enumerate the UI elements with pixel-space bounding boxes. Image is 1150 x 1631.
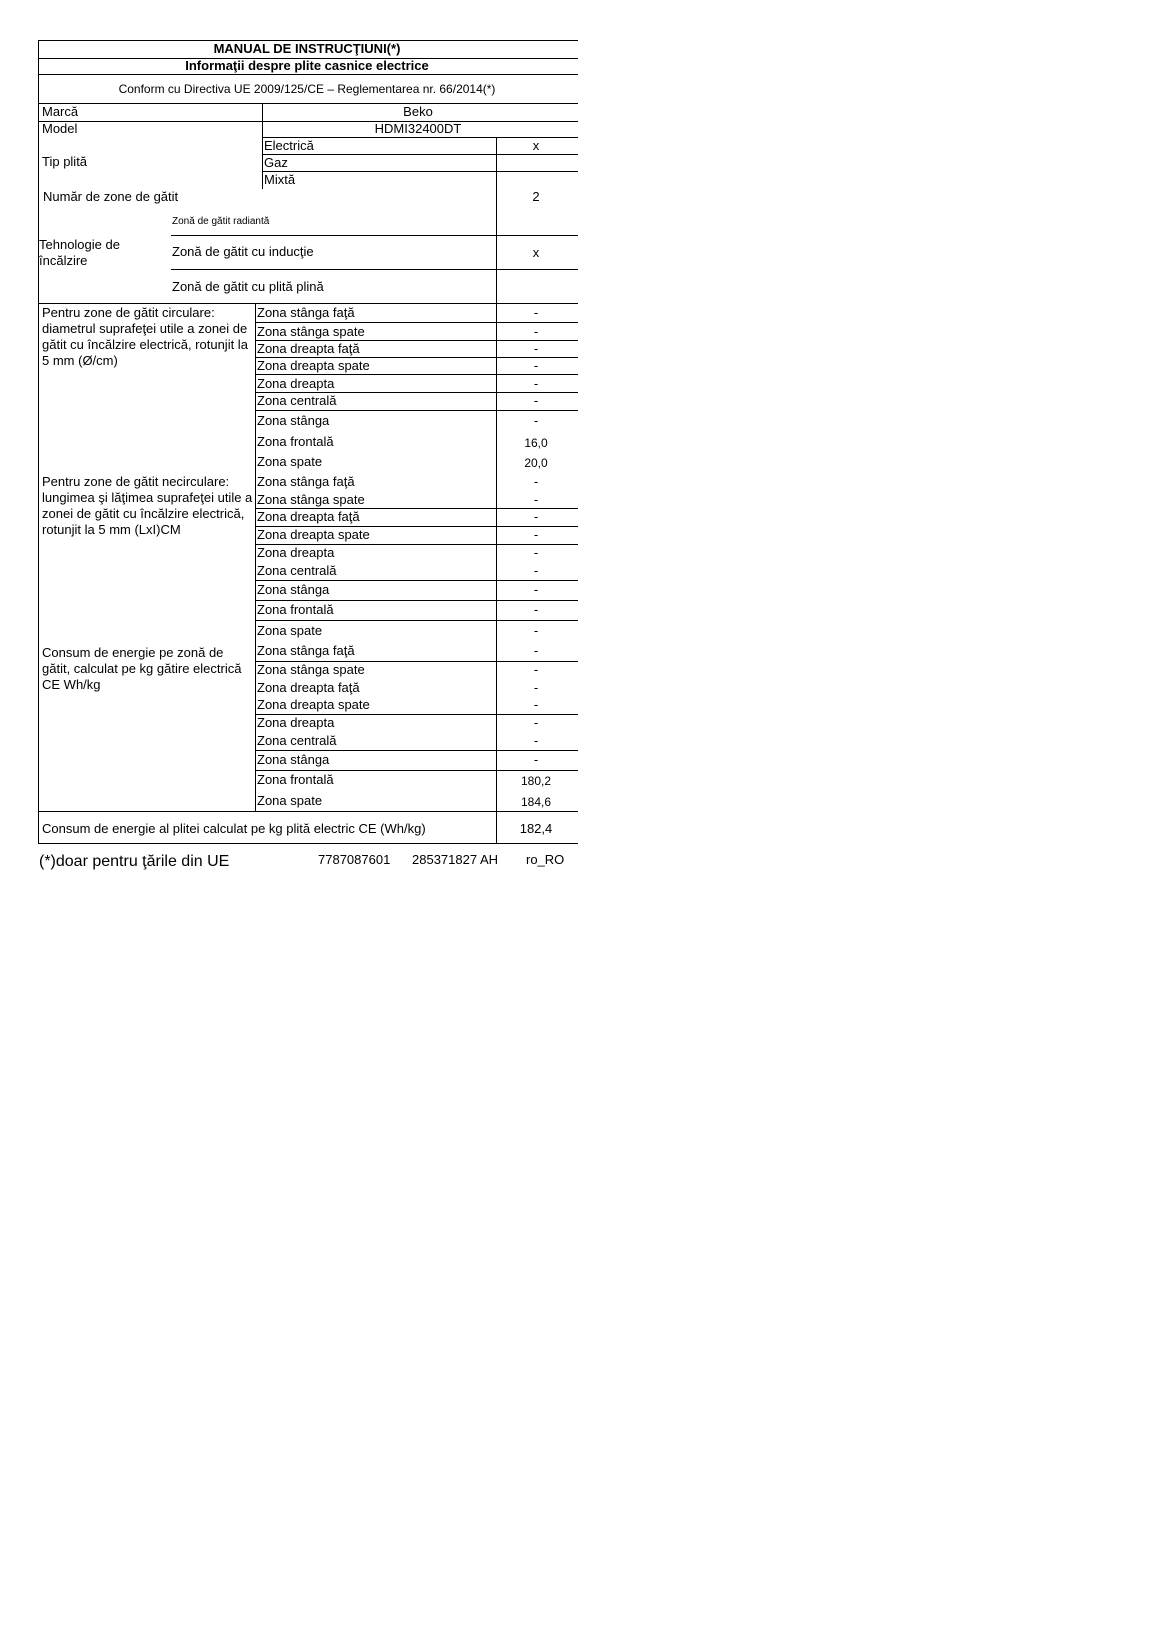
zone-label: Zona dreapta (257, 715, 335, 730)
zone-value: - (533, 474, 539, 489)
zone-label: Zona stânga spate (257, 662, 365, 677)
zone-label: Zona dreapta faţă (257, 341, 360, 356)
zone-label: Zona spate (257, 793, 323, 808)
zone-value: - (533, 527, 539, 542)
zone-label: Zona centrală (257, 563, 337, 578)
energy-total-value: 182,4 (519, 821, 553, 836)
zone-value: - (533, 545, 539, 560)
zone-value: - (533, 413, 539, 428)
zone-value: - (533, 733, 539, 748)
zone-value: 180,2 (520, 774, 552, 788)
zone-label: Zona dreapta (257, 545, 335, 560)
heating-tech-option-value: x (532, 245, 540, 260)
heating-tech-label: Tehnologie de încălzire (39, 237, 120, 268)
noncircular-section-label: Pentru zone de gătit necirculare: lungimea şi lăţimea suprafeţei utile a zonei de gătit cu încălzire electrică, rotunjit la 5 mm (LxI)CM (42, 474, 253, 537)
hob-type-option-label: Electrică (264, 138, 314, 153)
document-subtitle: Informaţii despre plite casnice electrice (185, 58, 429, 73)
zone-value: - (533, 563, 539, 578)
heating-tech-option-label: Zonă de gătit radiantă (172, 216, 270, 227)
heating-tech-option-label: Zonă de gătit cu inducţie (172, 244, 314, 259)
zone-value: - (533, 643, 539, 658)
zone-label: Zona centrală (257, 393, 337, 408)
zones-count-value: 2 (532, 189, 540, 204)
zone-label: Zona stânga (257, 752, 330, 767)
hob-type-option-label: Mixtă (264, 172, 296, 187)
brand-label: Marcă (42, 104, 79, 119)
zone-value: 184,6 (520, 795, 552, 809)
zone-value: - (533, 305, 539, 320)
zone-label: Zona stânga (257, 582, 330, 597)
circular-section-label: Pentru zone de gătit circulare: diametrul suprafeţei utile a zonei de gătit cu încălzire electrică, rotunjit la 5 mm (Ø/cm) (42, 305, 248, 368)
zone-label: Zona stânga faţă (257, 305, 355, 320)
zone-value: - (533, 393, 539, 408)
heating-tech-option-label: Zonă de gătit cu plită plină (172, 279, 324, 294)
zone-label: Zona dreapta faţă (257, 509, 360, 524)
zone-value: - (533, 509, 539, 524)
zone-value: 16,0 (524, 436, 548, 450)
zone-value: - (533, 582, 539, 597)
footer-note: (*)doar pentru ţările din UE (39, 853, 230, 870)
zone-value: - (533, 341, 539, 356)
zone-label: Zona spate (257, 454, 323, 469)
zone-label: Zona dreapta spate (257, 358, 370, 373)
zone-value: - (533, 602, 539, 617)
hob-type-option-value: x (532, 138, 540, 153)
footer-locale: ro_RO (526, 852, 565, 867)
zone-value: 20,0 (524, 456, 548, 470)
zone-label: Zona dreapta spate (257, 527, 370, 542)
zone-value: - (533, 358, 539, 373)
zone-value: - (533, 680, 539, 695)
document-title: MANUAL DE INSTRUCŢIUNI(*) (213, 41, 401, 56)
zone-label: Zona spate (257, 623, 323, 638)
zones-count-label: Număr de zone de gătit (43, 189, 179, 204)
zone-label: Zona dreapta faţă (257, 680, 360, 695)
zone-label: Zona stânga (257, 413, 330, 428)
energy-zone-section-label: Consum de energie pe zonă de gătit, calculat pe kg gătire electrică CE Wh/kg (42, 645, 242, 692)
zone-label: Zona dreapta (257, 376, 335, 391)
hob-type-label: Tip plită (42, 154, 88, 169)
model-value: HDMI32400DT (374, 121, 462, 136)
zone-label: Zona frontală (257, 434, 334, 449)
zone-value: - (533, 492, 539, 507)
zone-value: - (533, 752, 539, 767)
hob-type-option-label: Gaz (264, 155, 288, 170)
zone-value: - (533, 715, 539, 730)
model-label: Model (42, 121, 78, 136)
footer-code: 7787087601 (318, 852, 391, 867)
zone-value: - (533, 324, 539, 339)
zone-label: Zona stânga faţă (257, 474, 355, 489)
zone-label: Zona centrală (257, 733, 337, 748)
energy-total-label: Consum de energie al plitei calculat pe kg plită electric CE (Wh/kg) (42, 821, 426, 836)
zone-label: Zona stânga spate (257, 492, 365, 507)
directive-reference: Conform cu Directiva UE 2009/125/CE – Reglementarea nr. 66/2014(*) (118, 82, 496, 96)
zone-label: Zona frontală (257, 772, 334, 787)
brand-value: Beko (403, 104, 433, 119)
zone-value: - (533, 623, 539, 638)
zone-value: - (533, 662, 539, 677)
zone-value: - (533, 376, 539, 391)
zone-value: - (533, 697, 539, 712)
zone-label: Zona stânga spate (257, 324, 365, 339)
zone-label: Zona frontală (257, 602, 334, 617)
zone-label: Zona stânga faţă (257, 643, 355, 658)
zone-label: Zona dreapta spate (257, 697, 370, 712)
footer-code: 285371827 AH (412, 852, 499, 867)
